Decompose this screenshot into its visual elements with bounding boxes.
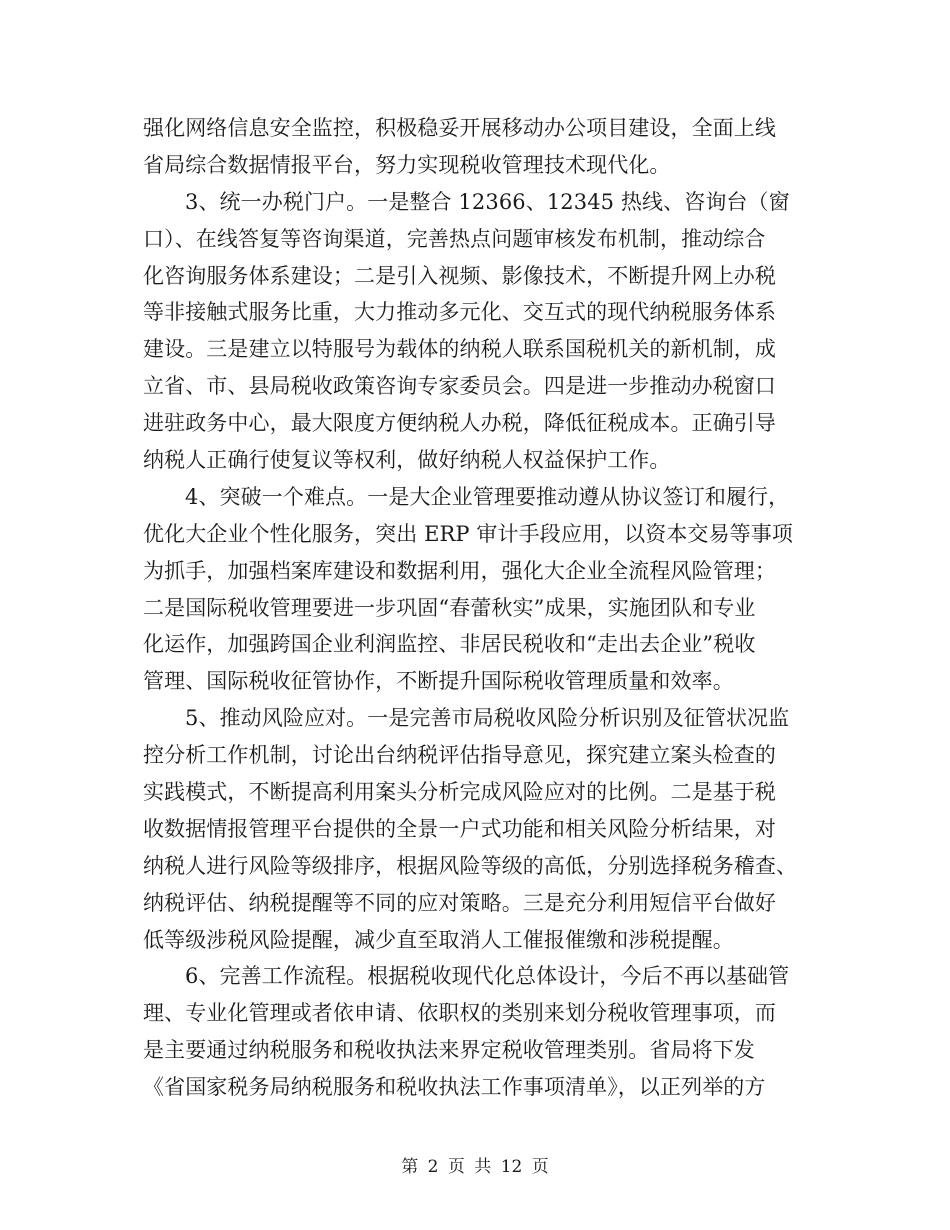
footer-page-word: 页 xyxy=(447,1157,465,1177)
text-line: 纳税人正确行使复议等权利，做好纳税人权益保护工作。 xyxy=(143,448,671,473)
text-line: 是主要通过纳税服务和税收执法来界定税收管理类别。省局将下发 xyxy=(143,1038,755,1063)
paragraph-start-line: 3、统一办税门户。一是整合 12366、12345 热线、咨询台（窗 xyxy=(185,189,790,214)
document-body xyxy=(143,110,813,1106)
paragraph-start-line: 5、推动风险应对。一是完善市局税收风险分析识别及征管状况监 xyxy=(185,706,790,731)
text-line: 省局综合数据情报平台，努力实现税收管理技术现代化。 xyxy=(143,152,671,177)
paragraph-start-line: 4、突破一个难点。一是大企业管理要推动遵从协议签订和履行， xyxy=(185,484,790,509)
text-line: 立省、市、县局税收政策咨询专家委员会。四是进一步推动办税窗口 xyxy=(143,374,776,399)
text-line: 《省国家税务局纳税服务和税收执法工作事项清单》，以正列举的方 xyxy=(143,1075,766,1100)
text-line: 收数据情报管理平台提供的全景一户式功能和相关风险分析结果，对 xyxy=(143,816,776,841)
text-line: 强化网络信息安全监控，积极稳妥开展移动办公项目建设，全面上线 xyxy=(143,116,776,140)
footer-suffix: 页 xyxy=(531,1157,549,1177)
text-line: 口）、在线答复等咨询渠道，完善热点问题审核发布机制，推动综合 xyxy=(143,226,766,251)
text-line: 化运作，加强跨国企业利润监控、非居民税收和“走出去企业”税收 xyxy=(143,632,756,657)
text-line: 建设。三是建立以特服号为载体的纳税人联系国税机关的新机制，成 xyxy=(143,337,776,362)
total-pages-number: 12 xyxy=(500,1157,523,1177)
text-line: 实践模式，不断提高利用案头分析完成风险应对的比例。二是基于税 xyxy=(143,780,776,805)
text-line: 纳税人进行风险等级排序，根据风险等级的高低，分别选择税务稽查、 xyxy=(143,853,798,878)
text-line: 化咨询服务体系建设；二是引入视频、影像技术，不断提升网上办税 xyxy=(143,263,776,288)
text-line: 为抓手，加强档案库建设和数据利用，强化大企业全流程风险管理； xyxy=(143,558,776,583)
text-line: 进驻政务中心，最大限度方便纳税人办税，降低征税成本。正确引导 xyxy=(143,411,776,436)
footer-prefix: 第 xyxy=(401,1157,419,1177)
text-line: 二是国际税收管理要进一步巩固“春蕾秋实”成果，实施团队和专业 xyxy=(143,595,756,620)
text-line: 管理、国际税收征管协作，不断提升国际税收管理质量和效率。 xyxy=(143,669,734,694)
text-line: 理、专业化管理或者依申请、依职权的类别来划分税收管理事项，而 xyxy=(143,1001,776,1026)
text-line: 控分析工作机制，讨论出台纳税评估指导意见，探究建立案头检查的 xyxy=(143,743,776,768)
footer-total-word: 共 xyxy=(474,1157,492,1177)
current-page-number: 2 xyxy=(427,1157,439,1177)
paragraph-start-line: 6、完善工作流程。根据税收现代化总体设计，今后不再以基础管 xyxy=(185,964,790,989)
text-line: 等非接触式服务比重，大力推动多元化、交互式的现代纳税服务体系 xyxy=(143,300,776,325)
page-footer xyxy=(0,1152,950,1177)
text-line: 优化大企业个性化服务，突出 ERP 审计手段应用，以资本交易等事项 xyxy=(143,521,793,546)
text-line: 低等级涉税风险提醒，减少直至取消人工催报催缴和涉税提醒。 xyxy=(143,927,734,952)
text-line: 纳税评估、纳税提醒等不同的应对策略。三是充分利用短信平台做好 xyxy=(143,890,776,915)
